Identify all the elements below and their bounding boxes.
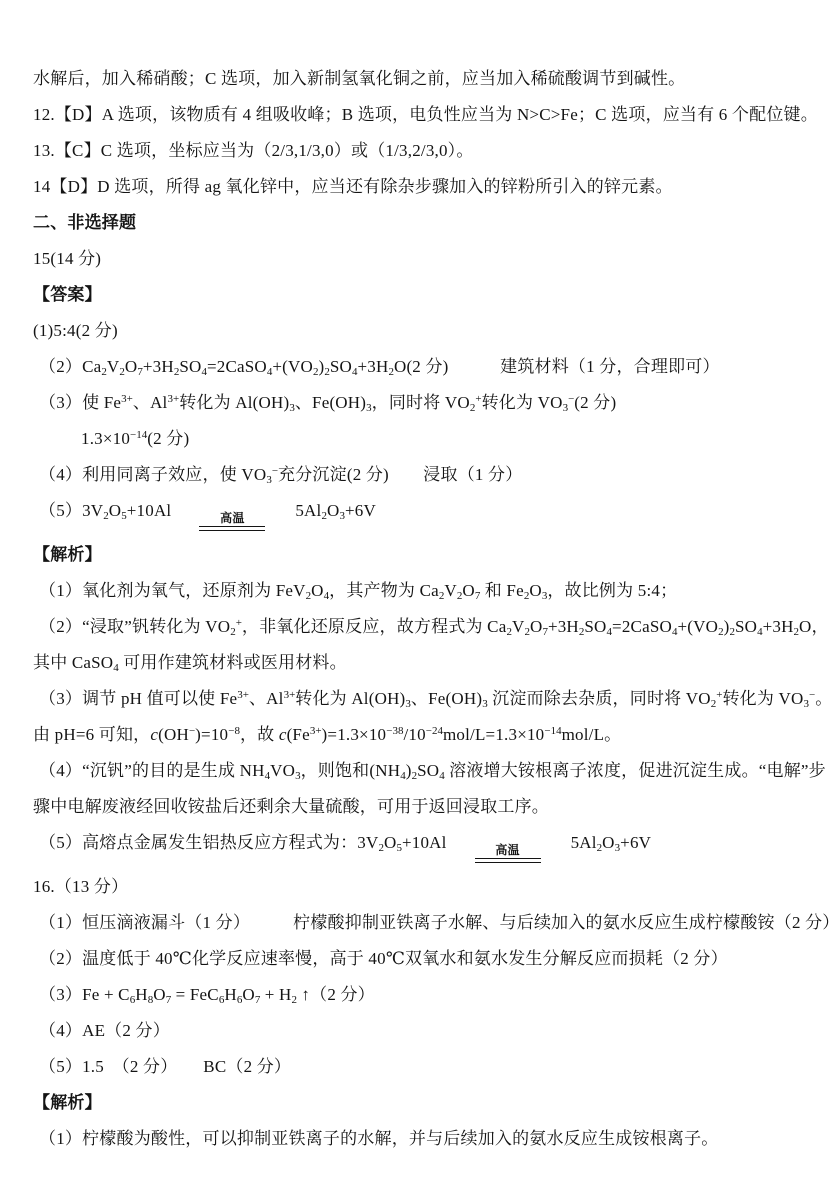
line-q15-answer-4: （4）利用同离子效应，使 $VO_3^-$充分沉淀(2 分) 浸取（1 分） — [39, 465, 523, 486]
double-equals-line — [199, 526, 265, 531]
section-2-heading: 二、非选择题 — [33, 213, 137, 232]
line-q15-analysis-3b: 由 pH=6 可知，$c(OH^-)=10^{-8}$，故 $c(Fe^{3+})=1.3\times 10^{-38}/10^{-24}mol/L=1.3\times 10^{-14}mol/L$。 — [33, 725, 622, 744]
line-q13-answer: 13.【C】C 选项，坐标应当为（2/3,1/3,0）或（1/3,2/3,0）。 — [33, 141, 474, 160]
line-q16-answer-1: （1）恒压滴液漏斗（1 分） 柠檬酸抑制亚铁离子水解、与后续加入的氨水反应生成柠檬酸铵（2 分） — [39, 913, 840, 932]
line-q14-answer: 14【D】D 选项，所得 ag 氧化锌中，应当还有除杂步骤加入的锌粉所引入的锌元素。 — [33, 177, 673, 196]
line-q15-answer-2: $(2)Ca_2V_2O_7+3H_2SO_4=2CaSO_4+(VO_2)_2SO_4+3H_2O(2$ 分) 建筑材料（1 分，合理即可） — [39, 357, 720, 378]
q16-analysis-label: 【解析】 — [33, 1093, 102, 1112]
line-q15-analysis-2: （2）“浸取”钒转化为 $VO_2^+$，非氧化还原反应，故方程式为 $Ca_2V_2O_7+3H_2SO_4=2CaSO_4+(VO_2)_2SO_4+3H_2O$， — [39, 617, 829, 638]
double-equals-line — [475, 858, 541, 863]
q15-analysis-label: 【解析】 — [33, 545, 102, 564]
reaction-condition-over-equals: 高温 — [475, 843, 541, 863]
line-q15-answer-1: (1)5:4(2 分) — [33, 321, 118, 340]
line-q15-answer-3b: $1.3\times 10^{-14}(2$ 分) — [81, 429, 190, 448]
line-q16-answer-3: $(3)Fe + C_6H_8O_7 = FeC_6H_6O_7 + H_2$ ↑（2 分） — [39, 985, 375, 1006]
line-q15-analysis-5: （5）高熔点金属发生铝热反应方程式为：$3V_2O_5+10Al$ 高温 $5Al_2O_3+6V$ — [33, 830, 774, 863]
line-q15-analysis-4: （4）“沉钒”的目的是生成 $NH_4VO_3$，则饱和$(NH_4)_2SO_4$ 溶液增大铵根离子浓度，促进沉淀生成。“电解”步 — [39, 761, 826, 782]
line-q16-answer-5: （5）1.5 （2 分） BC（2 分） — [39, 1057, 292, 1076]
line-q12-answer: 12.【D】A 选项，该物质有 4 组吸收峰；B 选项，电负性应当为 N>C>Fe；C 选项，应当有 6 个配位键。 — [33, 105, 818, 124]
line-q11-explanation-tail: 水解后，加入稀硝酸；C 选项，加入新制氢氧化铜之前，应当加入稀硫酸调节到碱性。 — [33, 69, 686, 88]
line-q15-answer-3: （3）使 $Fe^{3+}$、$Al^{3+}$转化为 $Al(OH)_3$、$Fe(OH)_3$，同时将 $VO_2^+$转化为 $VO_3^-(2$ 分) — [39, 393, 617, 414]
line-q15-analysis-2b: 其中 CaSO$_4$ 可用作建筑材料或医用材料。 — [33, 653, 347, 674]
line-q15-analysis-3: （3）调节 pH 值可以使 $Fe^{3+}$、$Al^{3+}$转化为 $Al(OH)_3$、$Fe(OH)_3$ 沉淀而除去杂质，同时将 $VO_2^+$转化为 $VO_3^-$。 — [39, 689, 833, 710]
line-q15-analysis-1: （1）氧化剂为氧气，还原剂为 $FeV_2O_4$，其产物为 $Ca_2V_2O_7$ 和 $Fe_2O_3$，故比例为 5:4； — [39, 581, 678, 602]
line-q15-analysis-4b: 骤中电解废液经回收铵盐后还剩余大量硫酸，可用于返回浸取工序。 — [33, 797, 549, 816]
q15-answer-label: 【答案】 — [33, 285, 102, 304]
line-q16-answer-4: （4）AE（2 分） — [39, 1021, 170, 1040]
line-q16-answer-2: （2）温度低于 40℃化学反应速率慢，高于 40℃双氧水和氨水发生分解反应而损耗（2 分） — [39, 949, 728, 968]
q16-heading: 16.（13 分） — [33, 877, 129, 896]
line-q15-answer-5: $(5)3V_2O_5+10Al$ 高温 $5Al_2O_3+6V$ — [33, 498, 774, 531]
q15-heading: 15(14 分) — [33, 249, 102, 268]
line-q16-analysis-1: （1）柠檬酸为酸性，可以抑制亚铁离子的水解，并与后续加入的氨水反应生成铵根离子。 — [39, 1129, 719, 1148]
reaction-condition-over-equals: 高温 — [199, 511, 265, 531]
